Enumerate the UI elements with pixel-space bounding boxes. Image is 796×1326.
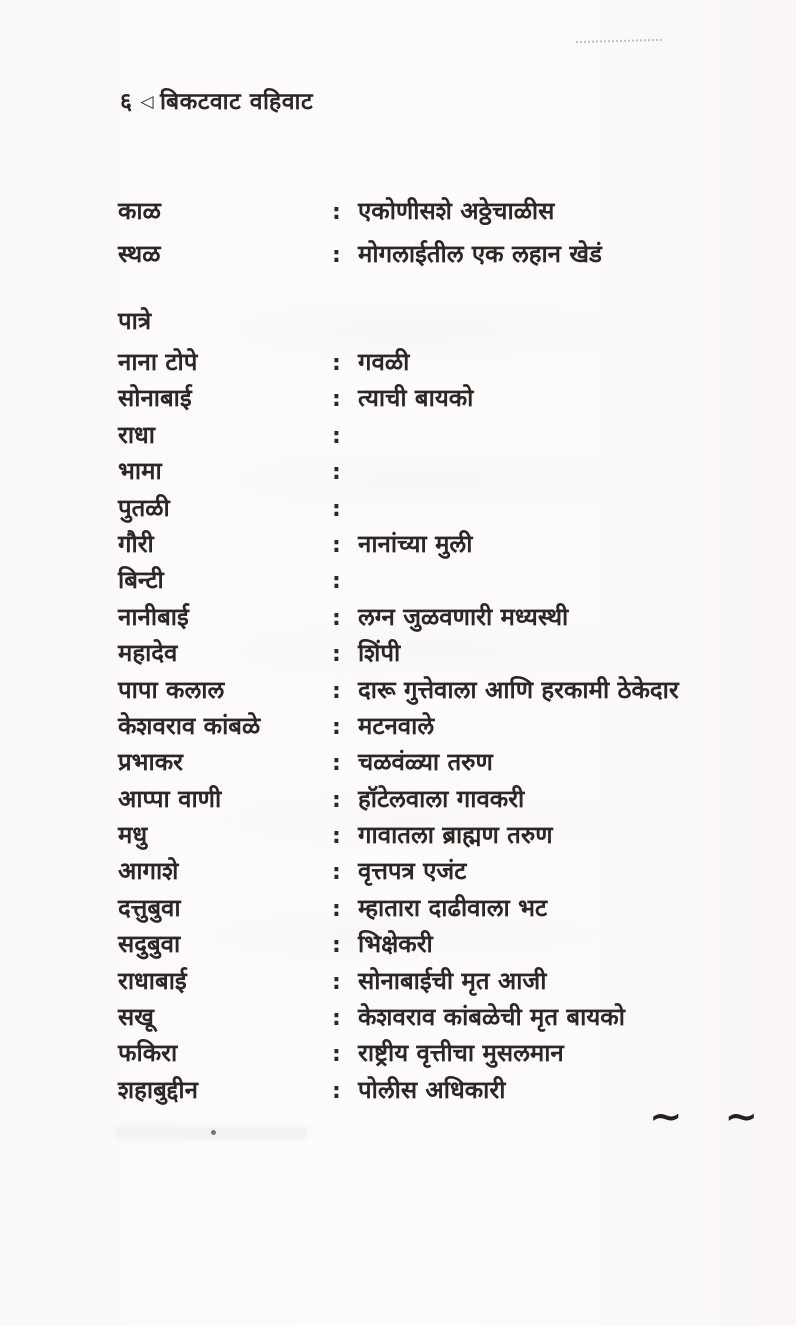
cast-row [118, 999, 758, 1035]
section-end-tilde-mark: ~ ~ [649, 1096, 772, 1138]
character-role: पोलीस अधिकारी [358, 1075, 506, 1104]
colon-separator: : [332, 714, 341, 740]
cast-row [118, 744, 758, 780]
cast-row [118, 490, 758, 526]
meta-value: एकोणीसशे अठ्ठेचाळीस [358, 197, 555, 225]
triangle-left-icon: ◁ [140, 92, 155, 112]
character-name: बिन्टी [118, 566, 164, 595]
cast-row [118, 890, 758, 926]
character-name: सदुबुवा [118, 930, 181, 959]
scan-artifact-scribble [576, 39, 662, 43]
cast-row [118, 417, 758, 453]
cast-section-heading: पात्रे [118, 307, 152, 335]
colon-separator: : [332, 896, 341, 922]
character-role: भिक्षेकरी [358, 930, 433, 959]
character-name: राधाबाई [118, 966, 187, 995]
character-role: हॉटेलवाला गावकरी [358, 784, 525, 813]
character-name: केशवराव कांबळे [118, 711, 261, 740]
colon-separator: : [332, 642, 341, 668]
cast-row [118, 1035, 758, 1071]
character-role: मटनवाले [358, 711, 435, 740]
character-role: गवळी [358, 348, 410, 376]
character-name: आगाशे [118, 857, 179, 886]
character-name: सोनाबाई [118, 384, 192, 413]
book-title: बिकटवाट वहिवाट [160, 89, 314, 115]
colon-separator: : [332, 787, 341, 813]
scan-artifact-dot [211, 1130, 216, 1135]
cast-row [118, 926, 758, 962]
character-role: वृत्तपत्र एजंट [358, 857, 467, 886]
character-role: चळवंळ्या तरुण [358, 748, 493, 777]
cast-row [118, 963, 758, 999]
colon-separator: : [332, 933, 341, 959]
colon-separator: : [332, 423, 341, 449]
colon-separator: : [332, 860, 341, 886]
colon-separator: : [332, 496, 341, 522]
character-name: नाना टोपे [118, 348, 198, 376]
cast-row [118, 562, 758, 598]
character-role: दारू गुत्तेवाला आणि हरकामी ठेकेदार [358, 675, 679, 704]
cast-row [118, 380, 758, 416]
colon-separator: : [332, 751, 341, 777]
character-name: नानीबाई [118, 602, 189, 631]
cast-row [118, 672, 758, 708]
colon-separator: : [332, 1042, 341, 1068]
cast-row [118, 853, 758, 889]
character-name: गौरी [118, 529, 154, 558]
character-name: महादेव [118, 639, 178, 668]
cast-row [118, 817, 758, 853]
cast-row [118, 344, 758, 380]
character-name: भामा [118, 457, 162, 486]
cast-row [118, 781, 758, 817]
character-role: सोनाबाईची मृत आजी [358, 966, 547, 995]
character-name: मधु [118, 821, 148, 850]
colon-separator: : [332, 969, 341, 995]
colon-separator: : [332, 243, 341, 268]
meta-row-time [118, 190, 758, 233]
character-name: शहाबुद्दीन [118, 1075, 198, 1104]
colon-separator: : [332, 532, 341, 558]
colon-separator: : [332, 678, 341, 704]
character-role: केशवराव कांबळेची मृत बायको [358, 1003, 625, 1032]
character-role: लग्न जुळवणारी मध्यस्थी [358, 602, 569, 631]
colon-separator: : [332, 200, 341, 225]
character-role: म्हातारा दाढीवाला भट [358, 893, 548, 922]
colon-separator: : [332, 569, 341, 595]
colon-separator: : [332, 1078, 341, 1104]
character-name: प्रभाकर [118, 748, 183, 777]
cast-row [118, 708, 758, 744]
meta-row-place [118, 233, 758, 276]
colon-separator: : [332, 1006, 341, 1032]
character-role: शिंपी [358, 639, 401, 668]
colon-separator: : [332, 824, 341, 850]
character-role: गावातला ब्राह्मण तरुण [358, 821, 553, 850]
cast-row [118, 599, 758, 635]
running-head [120, 84, 313, 116]
colon-separator: : [332, 605, 341, 631]
meta-label: स्थळ [118, 240, 161, 268]
colon-separator: : [332, 387, 341, 413]
meta-label: काळ [118, 197, 161, 225]
character-role: नानांच्या मुली [358, 529, 473, 558]
cast-row [118, 526, 758, 562]
character-name: सखू [118, 1003, 154, 1032]
meta-value: मोगलाईतील एक लहान खेडं [358, 240, 602, 268]
colon-separator: : [332, 351, 341, 376]
cast-row [118, 635, 758, 671]
page-number: ६ [120, 89, 133, 115]
character-name: दत्तुबुवा [118, 893, 181, 922]
cast-row [118, 453, 758, 489]
character-name: आप्पा वाणी [118, 784, 222, 813]
cast-list [118, 190, 758, 1108]
character-name: पुतळी [118, 493, 170, 522]
colon-separator: : [332, 460, 341, 486]
character-role: राष्ट्रीय वृत्तीचा मुसलमान [358, 1039, 564, 1068]
character-name: पापा कलाल [118, 675, 225, 704]
character-name: फकिरा [118, 1039, 178, 1068]
character-role: त्याची बायको [358, 384, 474, 413]
character-name: राधा [118, 420, 156, 449]
